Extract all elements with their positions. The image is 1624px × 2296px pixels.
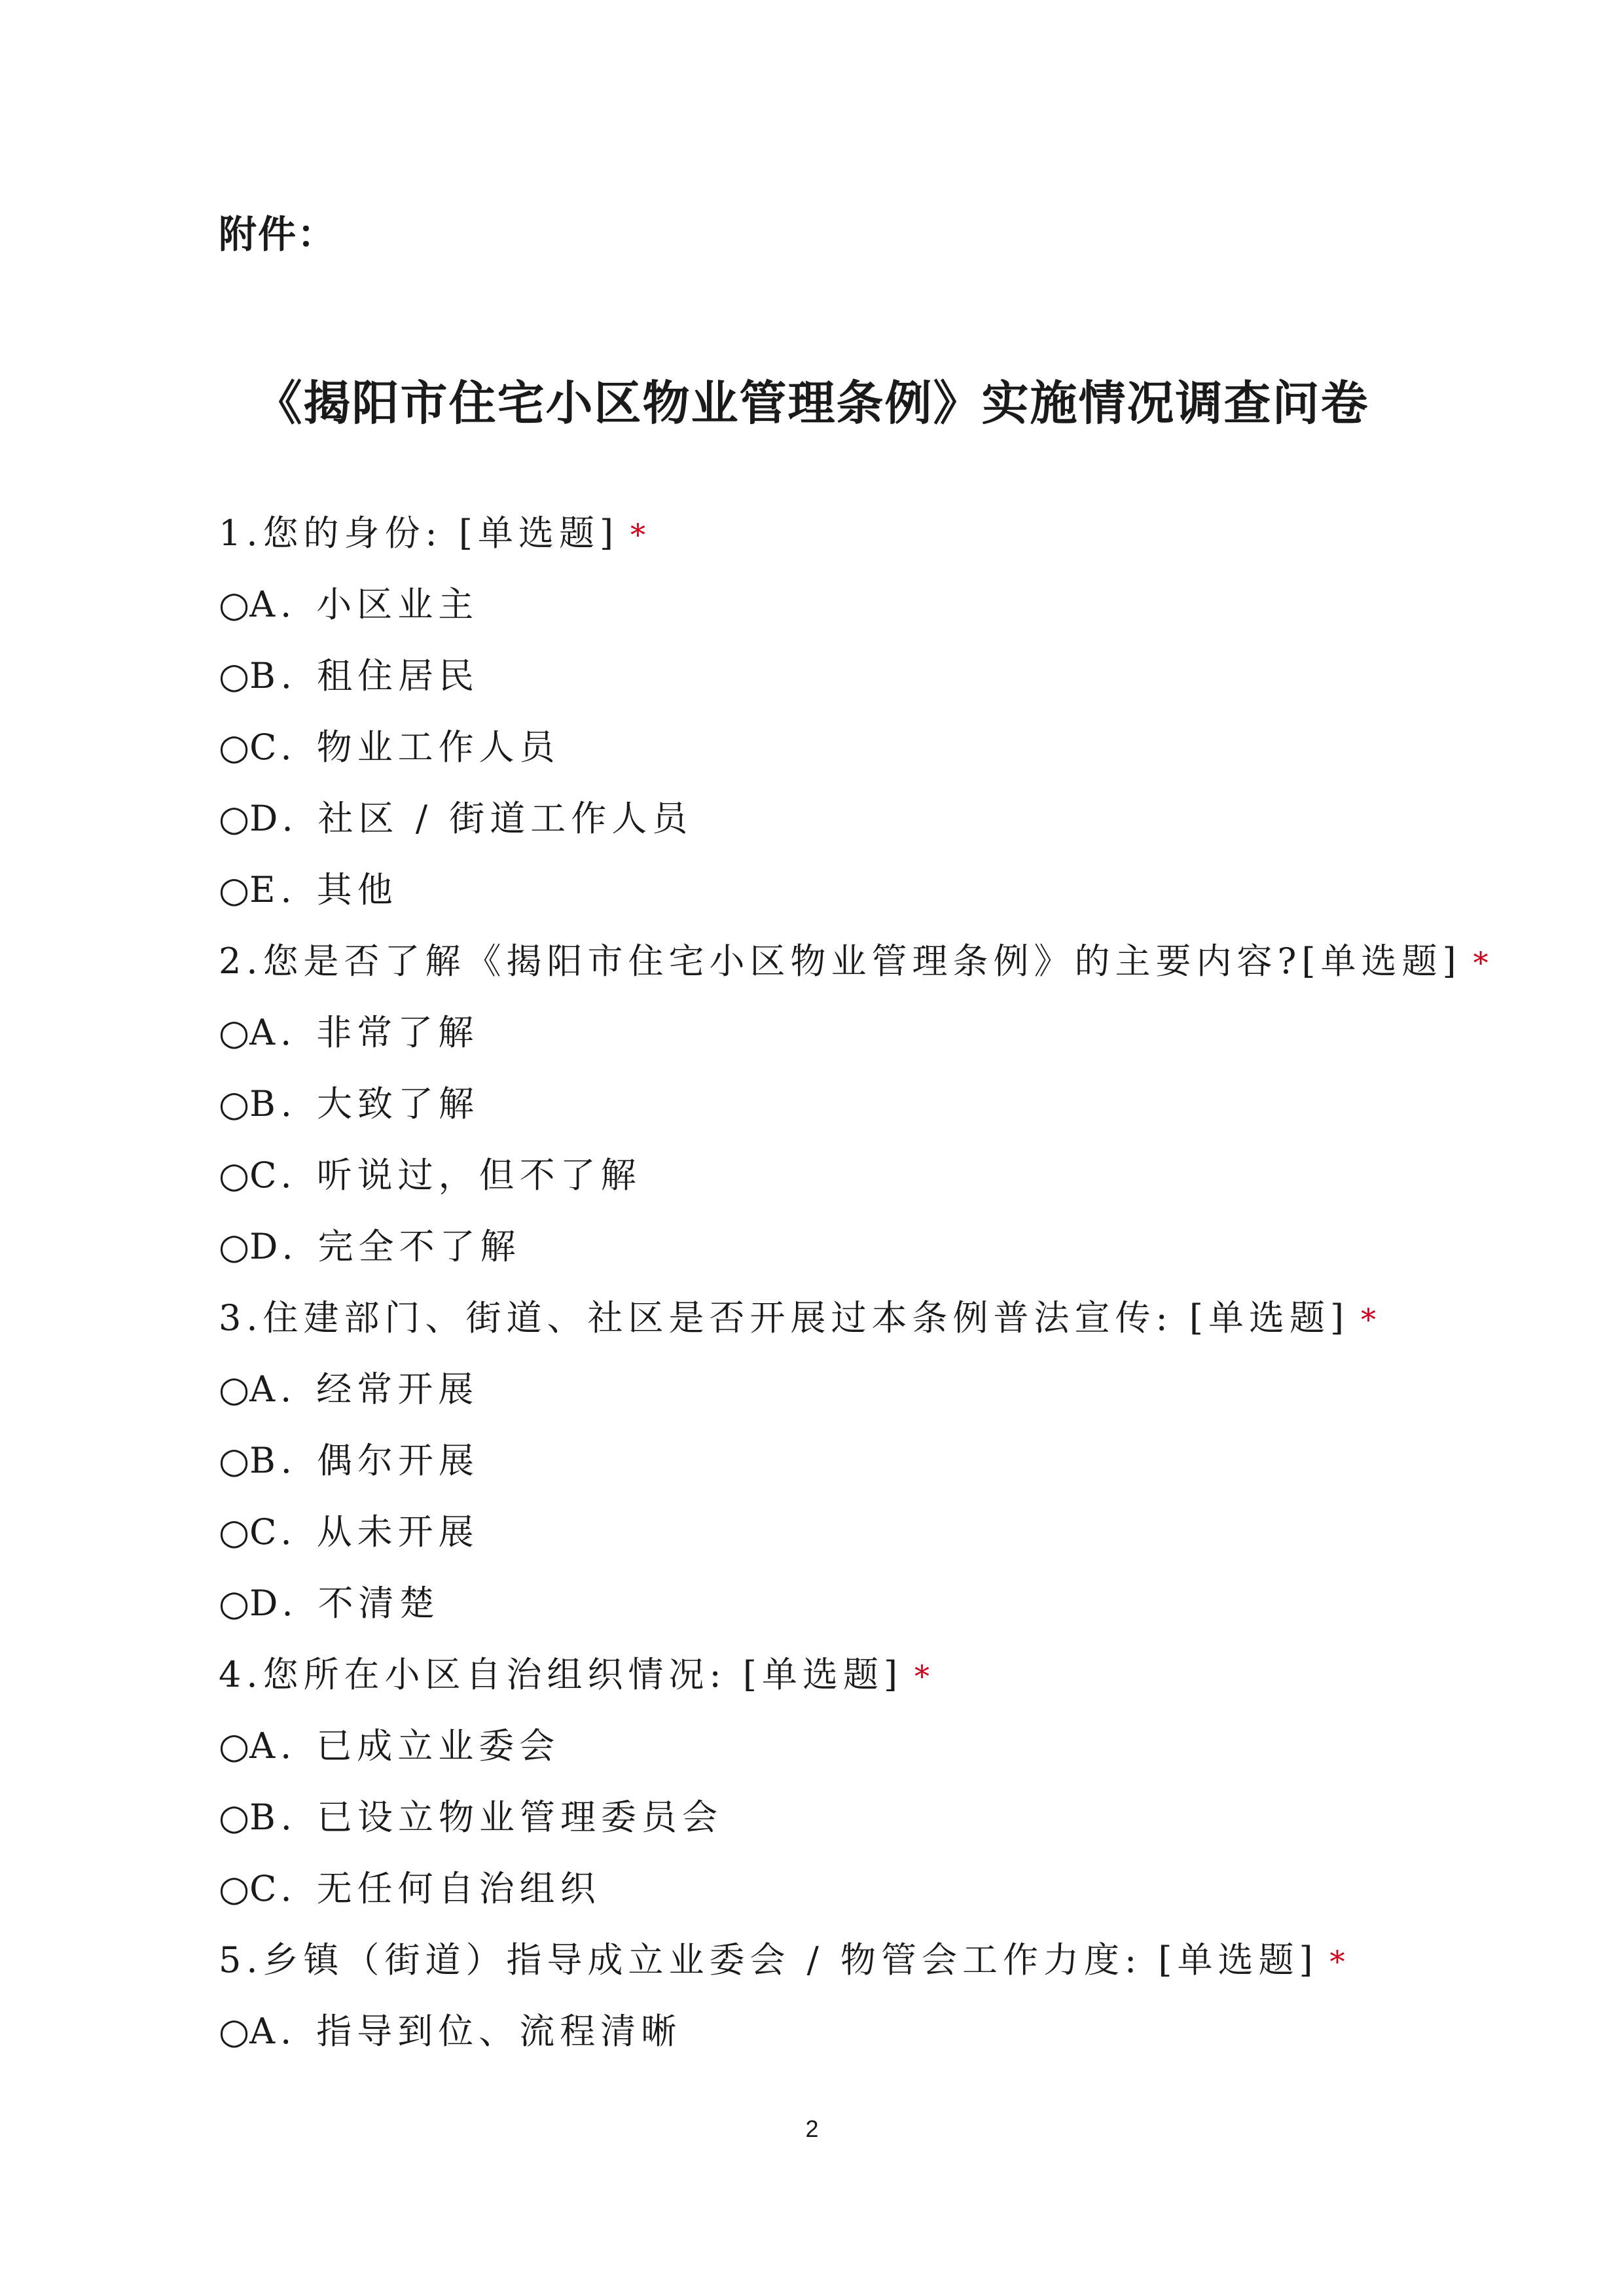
radio-circle-icon[interactable]: ○ bbox=[219, 1155, 250, 1196]
required-asterisk: * bbox=[1473, 945, 1489, 980]
option-letter: E. bbox=[249, 869, 297, 910]
option-1-1[interactable] bbox=[219, 569, 1528, 640]
option-letter: D. bbox=[249, 1583, 298, 1624]
option-letter: C. bbox=[249, 1155, 297, 1196]
question-text: 2.您是否了解《揭阳市住宅小区物业管理条例》的主要内容?[单选题] bbox=[219, 941, 1462, 982]
option-text: 租住居民 bbox=[316, 655, 479, 696]
page-number: 2 bbox=[805, 2115, 819, 2142]
radio-circle-icon[interactable]: ○ bbox=[219, 1583, 250, 1624]
option-text: 小区业主 bbox=[316, 584, 479, 625]
required-asterisk: * bbox=[914, 1659, 930, 1694]
option-text: 社区 / 街道工作人员 bbox=[317, 798, 693, 839]
option-text: 完全不了解 bbox=[317, 1226, 521, 1267]
option-4-3[interactable] bbox=[219, 1853, 1528, 1924]
radio-circle-icon[interactable]: ○ bbox=[219, 1725, 250, 1767]
option-letter: B. bbox=[249, 1440, 297, 1481]
option-text: 听说过，但不了解 bbox=[316, 1155, 641, 1196]
option-letter: C. bbox=[249, 1868, 297, 1909]
option-1-2[interactable] bbox=[219, 640, 1528, 711]
question-2 bbox=[219, 925, 1528, 997]
option-3-2[interactable] bbox=[219, 1425, 1528, 1496]
question-text: 3.住建部门、街道、社区是否开展过本条例普法宣传: [单选题] bbox=[219, 1297, 1350, 1338]
attachment-label: 附件： bbox=[219, 212, 337, 257]
option-1-4[interactable] bbox=[219, 783, 1528, 854]
option-letter: B. bbox=[249, 1083, 297, 1124]
option-text: 从未开展 bbox=[316, 1511, 479, 1552]
option-2-3[interactable] bbox=[219, 1139, 1528, 1211]
document-title: 《揭阳市住宅小区物业管理条例》实施情况调查问卷 bbox=[255, 375, 1369, 431]
question-text: 5.乡镇（街道）指导成立业委会 / 物管会工作力度: [单选题] bbox=[219, 1939, 1318, 1981]
option-text: 无任何自治组织 bbox=[316, 1868, 601, 1909]
option-letter: D. bbox=[249, 1226, 298, 1267]
question-text: 1.您的身份: [单选题] bbox=[219, 512, 619, 554]
option-3-4[interactable] bbox=[219, 1568, 1528, 1639]
option-text: 非常了解 bbox=[316, 1012, 479, 1053]
radio-circle-icon[interactable]: ○ bbox=[219, 2011, 250, 2052]
option-text: 经常开展 bbox=[316, 1369, 479, 1410]
option-letter: D. bbox=[249, 798, 298, 839]
option-4-1[interactable] bbox=[219, 1710, 1528, 1782]
option-2-2[interactable] bbox=[219, 1068, 1528, 1139]
question-5 bbox=[219, 1924, 1528, 1996]
option-2-4[interactable] bbox=[219, 1211, 1528, 1282]
radio-circle-icon[interactable]: ○ bbox=[219, 1440, 250, 1481]
radio-circle-icon[interactable]: ○ bbox=[219, 798, 250, 839]
survey-body bbox=[219, 497, 1528, 2067]
required-asterisk: * bbox=[1329, 1944, 1345, 1979]
option-letter: B. bbox=[249, 1797, 297, 1838]
radio-circle-icon[interactable]: ○ bbox=[219, 1797, 250, 1838]
option-4-2[interactable] bbox=[219, 1782, 1528, 1853]
question-list bbox=[219, 497, 1528, 2067]
option-letter: A. bbox=[249, 1012, 297, 1053]
radio-circle-icon[interactable]: ○ bbox=[219, 726, 250, 768]
option-1-3[interactable] bbox=[219, 711, 1528, 783]
option-2-1[interactable] bbox=[219, 997, 1528, 1068]
option-text: 其他 bbox=[316, 869, 398, 910]
option-letter: A. bbox=[249, 2011, 297, 2052]
question-1 bbox=[219, 497, 1528, 569]
option-text: 物业工作人员 bbox=[316, 726, 560, 768]
radio-circle-icon[interactable]: ○ bbox=[219, 584, 250, 625]
option-text: 偶尔开展 bbox=[316, 1440, 479, 1481]
required-asterisk: * bbox=[1361, 1302, 1377, 1337]
option-letter: B. bbox=[249, 655, 297, 696]
radio-circle-icon[interactable]: ○ bbox=[219, 1226, 250, 1267]
radio-circle-icon[interactable]: ○ bbox=[219, 655, 250, 696]
option-text: 大致了解 bbox=[316, 1083, 479, 1124]
option-3-1[interactable] bbox=[219, 1354, 1528, 1425]
question-text: 4.您所在小区自治组织情况: [单选题] bbox=[219, 1654, 903, 1695]
option-1-5[interactable] bbox=[219, 854, 1528, 925]
radio-circle-icon[interactable]: ○ bbox=[219, 869, 250, 910]
question-3 bbox=[219, 1282, 1528, 1354]
option-letter: A. bbox=[249, 1725, 297, 1767]
option-text: 指导到位、流程清晰 bbox=[316, 2011, 682, 2052]
option-5-1[interactable] bbox=[219, 1996, 1528, 2067]
radio-circle-icon[interactable]: ○ bbox=[219, 1012, 250, 1053]
option-letter: C. bbox=[249, 1511, 297, 1552]
option-text: 已成立业委会 bbox=[316, 1725, 560, 1767]
radio-circle-icon[interactable]: ○ bbox=[219, 1868, 250, 1909]
option-text: 不清楚 bbox=[317, 1583, 440, 1624]
option-3-3[interactable] bbox=[219, 1496, 1528, 1568]
radio-circle-icon[interactable]: ○ bbox=[219, 1511, 250, 1552]
option-letter: C. bbox=[249, 726, 297, 768]
radio-circle-icon[interactable]: ○ bbox=[219, 1083, 250, 1124]
question-4 bbox=[219, 1639, 1528, 1710]
option-letter: A. bbox=[249, 1369, 297, 1410]
option-text: 已设立物业管理委员会 bbox=[316, 1797, 723, 1838]
required-asterisk: * bbox=[630, 517, 646, 552]
radio-circle-icon[interactable]: ○ bbox=[219, 1369, 250, 1410]
option-letter: A. bbox=[249, 584, 297, 625]
